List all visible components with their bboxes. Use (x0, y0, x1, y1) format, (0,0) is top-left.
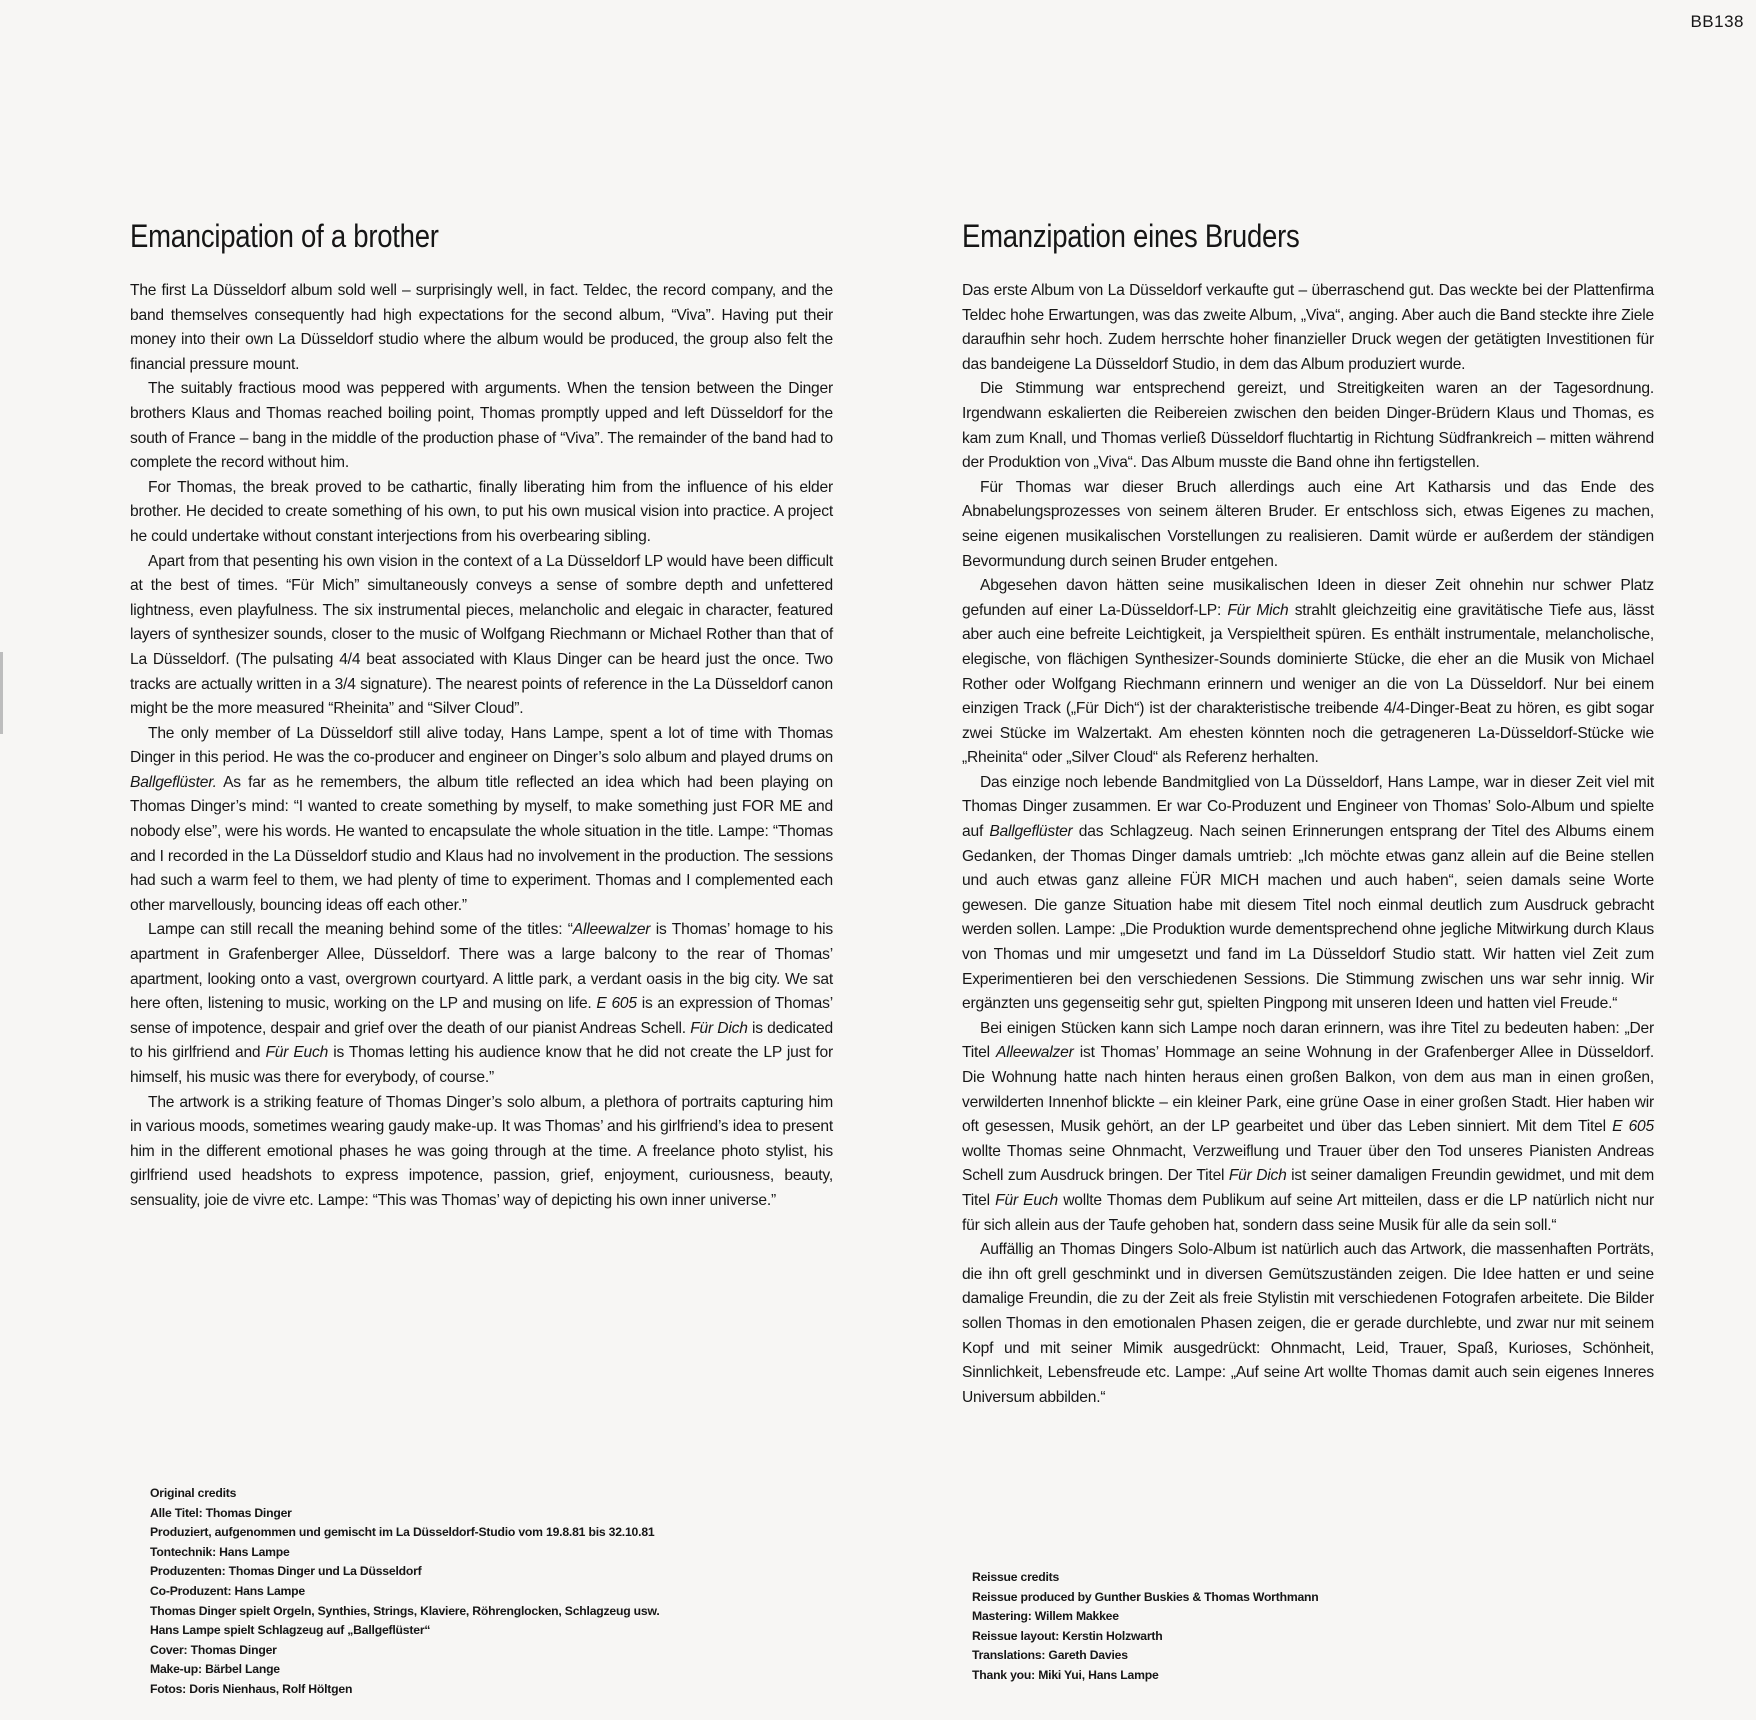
paragraph: Die Stimmung war entsprechend gereizt, und Streitigkeiten waren an der Tagesordnung. Irgendwann eskalierten die Reibereien zwischen den beiden Dinger-Brüdern Klaus und Thomas, es kam zum Knall, und Thomas verließ Düsseldorf fluchtartig in Richtung Südfrankreich – mitten während der Produktion von „Viva“. Das Album musste die Band ohne ihn fertigstellen. (962, 380, 1654, 472)
paragraph: Das erste Album von La Düsseldorf verkaufte gut – überraschend gut. Das weckte bei der Plattenfirma Teldec hohe Erwartungen, was das zweite Album, „Viva“, anging. Aber auch die Band steckte ihre Ziele daraufhin sehr hoch. Zudem herrschte hoher finanzieller Druck wegen der getätigten Investitionen für das bandeigene La Düsseldorf Studio, in dem das Album produziert wurde. (962, 282, 1654, 373)
credit-line: Hans Lampe spielt Schlagzeug auf „Ballgeflüster“ (150, 1623, 431, 1638)
credit-line: Translations: Gareth Davies (972, 1648, 1128, 1663)
paragraph: The artwork is a striking feature of Thomas Dinger’s solo album, a plethora of portraits capturing him in various moods, sometimes wearing gaudy make-up. It was Thomas’ and his girlfriend’s idea to present him in the different emotional phases he was going through at the time. A freelance photo stylist, his girlfriend used headshots to express impotence, passion, grief, enjoyment, curiousness, beauty, sensuality, joie de vivre etc. Lampe: “This was Thomas’ way of depicting his own inner universe.” (130, 1093, 833, 1209)
paragraph: Apart from that pesenting his own vision in the context of a La Düsseldorf LP would have been difficult at the best of times. “Für Mich” simultaneously conveys a sense of sombre depth and unfettered lightness, even playfulness. The six instrumental pieces, melancholic and elegaic in character, featured layers of synthesizer sounds, closer to the music of Wolfgang Riechmann or Michael Rother than that of La Düsseldorf. (The pulsating 4/4 beat associated with Klaus Dinger can be heard just the once. Two tracks are actually written in a 3/4 signature). The nearest points of reference in the La Düsseldorf canon might be the more measured “Rheinita” and “Silver Cloud”. (130, 552, 833, 718)
paragraph: Bei einigen Stücken kann sich Lampe noch daran erinnern, was ihre Titel zu bedeuten haben: „Der Titel Alleewalzer ist Thomas’ Hommage an seine Wohnung in der Grafenberger Allee in Düsseldorf. Die Wohnung hatte nach hinten heraus einen großen Balkon, von dem aus man in einen großen, verwilderten Innenhof blickte – ein kleiner Park, eine grüne Oase in einer großen Stadt. Hier haben wir oft gesessen, Musik gehört, an der LP gearbeitet und über das Leben sinniert. Mit dem Titel E 605 wollte Thomas seine Ohnmacht, Verzweiflung und Trauer über den Tod unseres Pianisten Andreas Schell zum Ausdruck bringen. Der Titel Für Dich ist seiner damaligen Freundin gewidmet, und mit dem Titel Für Euch wollte Thomas dem Publikum auf seine Art mitteilen, dass er die LP natürlich nicht nur für sich allein aus der Taufe gehoben hat, sondern dass seine Musik für alle da sein soll.“ (962, 1019, 1655, 1234)
paragraph: For Thomas, the break proved to be cathartic, finally liberating him from the influence of his elder brother. He decided to create something of his own, to put his own musical vision into practice. A project he could undertake without constant interjections from his overbearing sibling. (130, 478, 833, 545)
paragraph: The only member of La Düsseldorf still alive today, Hans Lampe, spent a lot of time with Thomas Dinger in this period. He was the co-producer and engineer on Dinger’s solo album and played drums on Ballgeflüster. As far as he remembers, the album title reflected an idea which had been playing on Thomas Dinger’s mind: “I wanted to create something by myself, to make something just FOR ME and nobody else”, were his words. He wanted to encapsulate the whole situation in the title. Lampe: “Thomas and I recorded in the La Düsseldorf studio and Klaus had no involvement in the production. The sessions had such a warm feel to them, we had plenty of time to experiment. Thomas and I complemented each other marvellously, bouncing ideas off each other.” (130, 724, 833, 914)
german-column (962, 218, 1654, 1410)
italic-title: Für Euch (265, 1044, 329, 1062)
italic-title: Für Dich (690, 1019, 748, 1037)
english-body (130, 279, 833, 1214)
credit-line: Produzenten: Thomas Dinger und La Düsseldorf (150, 1564, 422, 1579)
italic-title: E 605 (596, 995, 637, 1013)
german-body (962, 279, 1654, 1410)
italic-title: Für Mich (1227, 601, 1289, 619)
credit-line: Tontechnik: Hans Lampe (150, 1544, 290, 1559)
credits-heading: Reissue credits (972, 1570, 1060, 1584)
credit-line: Thomas Dinger spielt Orgeln, Synthies, Strings, Klaviere, Röhrenglocken, Schlagzeug usw. (150, 1603, 660, 1618)
paragraph: The suitably fractious mood was peppered with arguments. When the tension between the Dinger brothers Klaus and Thomas reached boiling point, Thomas promptly upped and left Düsseldorf for the south of France – bang in the middle of the production phase of “Viva”. The remainder of the band had to complete the record without him. (130, 380, 833, 472)
credit-line: Make-up: Bärbel Lange (150, 1662, 280, 1677)
paragraph: Abgesehen davon hätten seine musikalischen Ideen in dieser Zeit ohnehin nur schwer Platz gefunden auf einer La-Düsseldorf-LP: Für Mich strahlt gleichzeitig eine gravitätische Tiefe aus, lässt aber auch eine befreite Leichtigkeit, ja Verspieltheit spüren. Es enthält instrumentale, melancholische, elegische, von flächigen Synthesizer-Sounds dominierte Stücke, die eher an die Musik von Michael Rother oder Wolfgang Riechmann erinnern und weniger an die von La Düsseldorf. Nur bei einem einzigen Track („Für Dich“) ist der charakteristische treibende 4/4-Dinger-Beat zu hören, es gibt sogar zwei Stücke im Walzertakt. Am ehesten könnten noch die getrageneren La-Düsseldorf-Stücke wie „Rheinita“ oder „Silver Cloud“ als Referenz herhalten. (962, 577, 1654, 767)
paragraph: The first La Düsseldorf album sold well – surprisingly well, in fact. Teldec, the record company, and the band themselves consequently had high expectations for the second album, “Viva”. Having put their money into their own La Düsseldorf studio where the album would be produced, the group also felt the financial pressure mount. (130, 282, 833, 373)
italic-title: Ballgeflüster. (130, 773, 217, 791)
credit-line: Produziert, aufgenommen und gemischt im La Düsseldorf-Studio vom 19.8.81 bis 32.10.81 (150, 1525, 655, 1540)
paragraph: Auffällig an Thomas Dingers Solo-Album ist natürlich auch das Artwork, die massenhaften Porträts, die ihn oft grell geschminkt und in diversen Gemütszuständen zeigen. Die Idee hatten er und seine damalige Freundin, die zu der Zeit als freie Stylistin mit verschiedenen Fotografen arbeitete. Die Bilder sollen Thomas in den emotionalen Phasen zeigen, die er gerade durchlebte, und zwar nur mit seinem Kopf und mit seiner Mimik ausgedrückt: Ohnmacht, Leid, Trauer, Spaß, Kurioses, Schönheit, Sinnlichkeit, Lebensfreude etc. Lampe: „Auf seine Art wollte Thomas damit auch sein eigenes Inneres Universum abbilden.“ (962, 1241, 1654, 1406)
german-title: Emanzipation eines Bruders (962, 218, 1300, 254)
paragraph: Lampe can still recall the meaning behind some of the titles: “Alleewalzer is Thomas’ homage to his apartment in Grafenberger Allee, Düsseldorf. There was a large balcony to the rear of Thomas’ apartment, looking onto a vast, overgrown courtyard. A little park, a verdant oasis in the big city. We sat here often, listening to music, working on the LP and musing on life. E 605 is an expression of Thomas’ sense of impotence, despair and grief over the death of our pianist Andreas Schell. Für Dich is dedicated to his girlfriend and Für Euch is Thomas letting his audience know that he did not create the LP just for himself, his music was there for everybody, of course.” (130, 921, 833, 1086)
credit-line: Mastering: Willem Makkee (972, 1609, 1119, 1624)
credit-line: Cover: Thomas Dinger (150, 1642, 277, 1657)
italic-title: Alleewalzer (996, 1044, 1074, 1062)
original-credits (150, 1484, 660, 1700)
paragraph: Das einzige noch lebende Bandmitglied von La Düsseldorf, Hans Lampe, war in dieser Zeit viel mit Thomas Dinger zusammen. Er war Co-Produzent und Engineer von Thomas’ Solo-Album und spielte auf Ballgeflüster das Schlagzeug. Nach seinen Erinnerungen entsprang der Titel des Albums einem Gedanken, der Thomas Dinger damals umtrieb: „Ich möchte etwas ganz allein auf die Beine stellen und auch etwas ganz alleine FÜR MICH machen und auch haben“, seien damals seine Worte gewesen. Die ganze Situation habe mit diesem Titel noch einmal deutlich zum Ausdruck gebracht werden sollen. Lampe: „Die Produktion wurde dementsprechend ohne jegliche Mitwirkung durch Klaus von Thomas und mir umgesetzt und fand im La Düsseldorf Studio statt. Wir hatten viel Zeit zum Experimentieren bei den verschiedenen Sessions. Die Stimmung zwischen uns war sehr innig. Wir ergänzten uns gegenseitig sehr gut, spielten Pingpong mit unseren Ideen und hatten viel Freude.“ (962, 773, 1654, 1013)
italic-title: Für Euch (995, 1191, 1058, 1209)
english-column (130, 218, 833, 1214)
credit-line: Reissue layout: Kerstin Holzwarth (972, 1628, 1163, 1643)
english-title: Emancipation of a brother (130, 218, 439, 254)
credits-heading: Original credits (150, 1486, 237, 1500)
italic-title: E 605 (1612, 1118, 1654, 1136)
paragraph: Für Thomas war dieser Bruch allerdings auch eine Art Katharsis und das Ende des Abnabelungsprozesses von seinem älteren Bruder. Er entschloss sich, etwas Eigenes zu machen, seine eigenen musikalischen Vorstellungen zu realisieren. Damit würde er außerdem der ständigen Bevormundung durch seinen Bruder entgehen. (962, 478, 1654, 570)
italic-title: Für Dich (1228, 1167, 1287, 1185)
credit-line: Fotos: Doris Nienhaus, Rolf Höltgen (150, 1681, 353, 1696)
credit-line: Alle Titel: Thomas Dinger (150, 1505, 292, 1520)
scan-edge-mark (0, 652, 3, 734)
reissue-credits (972, 1568, 1319, 1686)
credit-line: Reissue produced by Gunther Buskies & Thomas Worthmann (972, 1589, 1319, 1604)
credit-line: Co-Produzent: Hans Lampe (150, 1583, 306, 1598)
italic-title: Ballgeflüster (989, 823, 1073, 841)
italic-title: Alleewalzer (572, 921, 651, 939)
page-id: BB138 (1690, 12, 1744, 31)
credit-line: Thank you: Miki Yui, Hans Lampe (972, 1667, 1159, 1682)
